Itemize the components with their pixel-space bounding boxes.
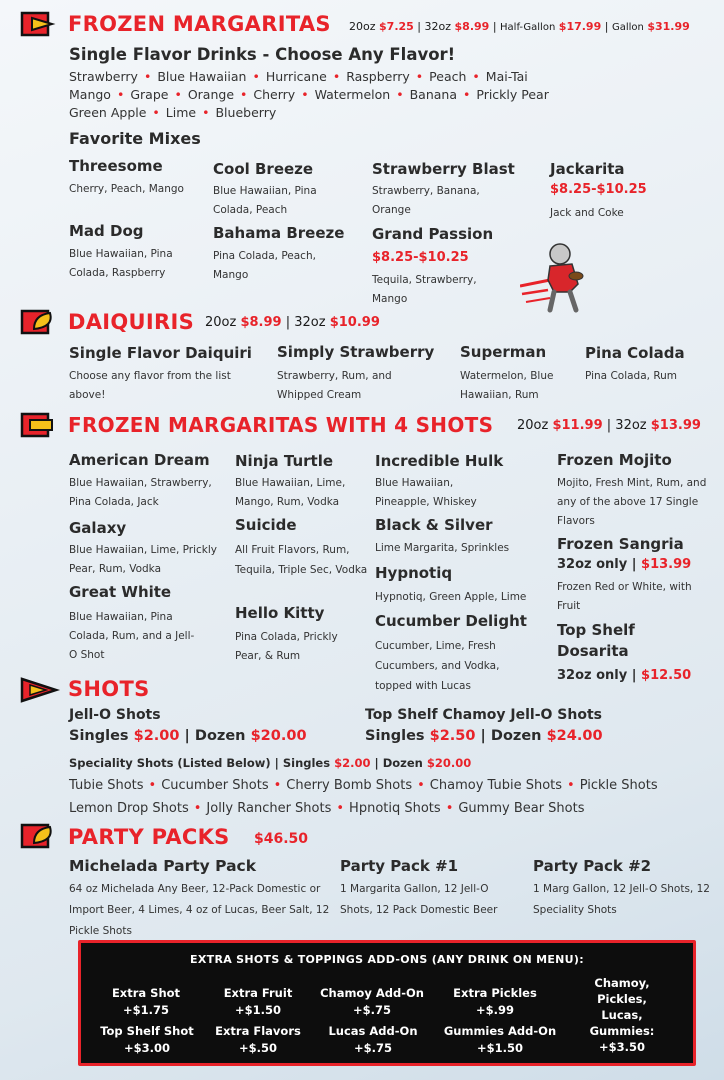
- top-shelf-dosarita-title: Top Shelf Dosarita: [557, 621, 635, 660]
- black-silver-title: Black & Silver: [375, 516, 493, 534]
- single-flavor-heading: Single Flavor Drinks - Choose Any Flavor!: [69, 45, 456, 64]
- addon-chamoy-pickles-lucas-gummies: Chamoy, Pickles, Lucas, Gummies: +$3.50: [589, 976, 655, 1054]
- galaxy-desc: Blue Hawaiian, Lime, Prickly Pear, Rum, Vodka: [69, 544, 218, 575]
- mix-threesome-title: Threesome: [69, 157, 163, 175]
- speciality-shots-line: Speciality Shots (Listed Below) | Singles $2.00 | Dozen $20.00: [69, 756, 472, 770]
- lime-wedge-icon: [20, 823, 62, 849]
- mix-strawberry-blast-title: Strawberry Blast: [372, 160, 515, 178]
- party-pack-2-desc: 1 Marg Gallon, 12 Jell-O Shots, 12 Speciality Shots: [533, 883, 710, 916]
- favorite-mixes-heading: Favorite Mixes: [69, 129, 201, 148]
- frozen-mojito-title: Frozen Mojito: [557, 451, 672, 469]
- mix-bahama-breeze-title: Bahama Breeze: [213, 224, 345, 242]
- mix-mad-dog-title: Mad Dog: [69, 222, 144, 240]
- hello-kitty-title: Hello Kitty: [235, 604, 325, 622]
- daiquiri-superman-desc: Watermelon, Blue Hawaiian, Rum: [460, 370, 554, 401]
- daiquiri-pina-colada-desc: Pina Colada, Rum: [585, 370, 678, 382]
- jello-shots-title: Jell-O Shots: [69, 707, 161, 723]
- mix-cool-breeze-desc: Blue Hawaiian, Pina Colada, Peach: [213, 185, 317, 216]
- daiquiri-single-flavor-desc: Choose any flavor from the list above!: [69, 370, 231, 401]
- lime-wedge-icon: [20, 309, 62, 335]
- hypnotiq-title: Hypnotiq: [375, 564, 453, 582]
- football-player-illustration: [520, 240, 590, 316]
- incredible-hulk-desc: Blue Hawaiian, Pineapple, Whiskey: [375, 477, 477, 508]
- black-silver-desc: Lime Margarita, Sprinkles: [375, 542, 510, 554]
- ninja-turtle-title: Ninja Turtle: [235, 452, 334, 470]
- speciality-shots-list-1: Tubie Shots • Cucumber Shots • Cherry Bomb Shots • Chamoy Tubie Shots • Pickle Shots: [69, 778, 658, 793]
- mix-grand-passion-title: Grand Passion: [372, 225, 494, 243]
- daiquiri-superman-title: Superman: [460, 343, 547, 361]
- daiquiris-title: DAIQUIRIS: [68, 310, 195, 334]
- mix-jackarita-price: $8.25-$10.25: [550, 182, 647, 197]
- frozen-sangria-title: Frozen Sangria: [557, 535, 684, 553]
- great-white-title: Great White: [69, 583, 172, 601]
- daiquiri-single-flavor-title: Single Flavor Daiquiri: [69, 344, 252, 362]
- great-white-desc: Blue Hawaiian, Pina Colada, Rum, and a Jell-O Shot: [69, 611, 195, 661]
- mix-grand-passion-price: $8.25-$10.25: [372, 250, 469, 265]
- addon-gummies: Gummies Add-On +$1.50: [443, 1024, 557, 1055]
- mix-jackarita-title: Jackarita: [550, 160, 625, 178]
- mix-grand-passion-desc: Tequila, Strawberry, Mango: [372, 274, 477, 305]
- flavor-list: Strawberry • Blue Hawaiian • Hurricane • Raspberry • Peach • Mai-Tai Mango • Grape • Orange • Cherry • Watermelon • Banana • Prickly Pear Green Apple • Lime • Blueberry: [69, 69, 549, 120]
- top-shelf-dosarita-price: 32oz only | $12.50: [557, 668, 692, 683]
- party-pack-1-title: Party Pack #1: [340, 857, 459, 875]
- daiquiri-pina-colada-title: Pina Colada: [585, 344, 685, 362]
- addon-lucas: Lucas Add-On +$.75: [328, 1024, 418, 1055]
- mix-strawberry-blast-desc: Strawberry, Banana, Orange: [372, 185, 480, 216]
- cucumber-delight-title: Cucumber Delight: [375, 612, 527, 630]
- ninja-turtle-desc: Blue Hawaiian, Lime, Mango, Rum, Vodka: [235, 477, 346, 508]
- daiquiris-sizes: 20oz $8.99 | 32oz $10.99: [205, 315, 380, 330]
- mix-cool-breeze-title: Cool Breeze: [213, 160, 314, 178]
- chamoy-jello-shots-prices: Singles $2.50 | Dozen $24.00: [365, 728, 603, 744]
- frozen-sangria-desc: Frozen Red or White, with Fruit: [557, 581, 692, 612]
- shot-glass-icon: [20, 412, 62, 438]
- party-packs-title: PARTY PACKS: [68, 825, 230, 849]
- chamoy-jello-shots-title: Top Shelf Chamoy Jell-O Shots: [365, 707, 602, 723]
- michelada-party-pack-desc: 64 oz Michelada Any Beer, 12-Pack Domestic or Import Beer, 4 Limes, 4 oz of Lucas, Beer Salt, 12 Pickle Shots: [69, 883, 330, 937]
- suicide-title: Suicide: [235, 516, 297, 534]
- frozen-margaritas-title: FROZEN MARGARITAS: [68, 12, 331, 36]
- jello-shots-prices: Singles $2.00 | Dozen $20.00: [69, 728, 307, 744]
- addons-heading: EXTRA SHOTS & TOPPINGS ADD-ONS (ANY DRINK ON MENU):: [190, 953, 584, 966]
- hello-kitty-desc: Pina Colada, Prickly Pear, & Rum: [235, 631, 338, 662]
- suicide-desc: All Fruit Flavors, Rum, Tequila, Triple Sec, Vodka: [235, 544, 368, 576]
- frozen-margaritas-sizes: 20oz $7.25 | 32oz $8.99 | Half-Gallon $17.99 | Gallon $31.99: [349, 20, 690, 33]
- addon-top-shelf-shot: Top Shelf Shot +$3.00: [100, 1024, 194, 1055]
- arrow-icon: [20, 677, 62, 703]
- galaxy-title: Galaxy: [69, 519, 127, 537]
- frozen-mojito-desc: Mojito, Fresh Mint, Rum, and any of the above 17 Single Flavors: [557, 477, 707, 527]
- addons-box: [78, 940, 696, 1066]
- addon-extra-pickles: Extra Pickles +$.99: [453, 986, 537, 1017]
- shots-title: SHOTS: [68, 677, 150, 701]
- incredible-hulk-title: Incredible Hulk: [375, 452, 504, 470]
- speciality-shots-list-2: Lemon Drop Shots • Jolly Rancher Shots • Hpnotiq Shots • Gummy Bear Shots: [69, 801, 585, 816]
- daiquiri-simply-strawberry-title: Simply Strawberry: [277, 343, 435, 361]
- american-dream-title: American Dream: [69, 451, 210, 469]
- cucumber-delight-desc: Cucumber, Lime, Fresh Cucumbers, and Vodka, topped with Lucas: [375, 640, 500, 692]
- addon-extra-shot: Extra Shot +$1.75: [111, 986, 181, 1017]
- hypnotiq-desc: Hypnotiq, Green Apple, Lime: [375, 591, 527, 603]
- frozen-sangria-price: 32oz only | $13.99: [557, 557, 692, 572]
- party-pack-1-desc: 1 Margarita Gallon, 12 Jell-O Shots, 12 Pack Domestic Beer: [340, 883, 498, 916]
- mix-bahama-breeze-desc: Pina Colada, Peach, Mango: [213, 250, 316, 281]
- addon-extra-fruit: Extra Fruit +$1.50: [223, 986, 293, 1017]
- mix-threesome-desc: Cherry, Peach, Mango: [69, 183, 184, 195]
- party-pack-2-title: Party Pack #2: [533, 857, 652, 875]
- american-dream-desc: Blue Hawaiian, Strawberry, Pina Colada, Jack: [69, 477, 212, 508]
- four-shots-title: FROZEN MARGARITAS WITH 4 SHOTS: [68, 413, 494, 437]
- mix-jackarita-desc: Jack and Coke: [550, 207, 624, 219]
- four-shots-sizes: 20oz $11.99 | 32oz $13.99: [517, 418, 701, 433]
- mix-mad-dog-desc: Blue Hawaiian, Pina Colada, Raspberry: [69, 248, 173, 279]
- michelada-party-pack-title: Michelada Party Pack: [69, 857, 257, 875]
- party-packs-price: $46.50: [254, 831, 309, 847]
- daiquiri-simply-strawberry-desc: Strawberry, Rum, and Whipped Cream: [277, 370, 392, 401]
- addon-chamoy: Chamoy Add-On +$.75: [320, 986, 424, 1017]
- addon-extra-flavors: Extra Flavors +$.50: [215, 1024, 301, 1055]
- flag-arrow-icon: [20, 11, 62, 37]
